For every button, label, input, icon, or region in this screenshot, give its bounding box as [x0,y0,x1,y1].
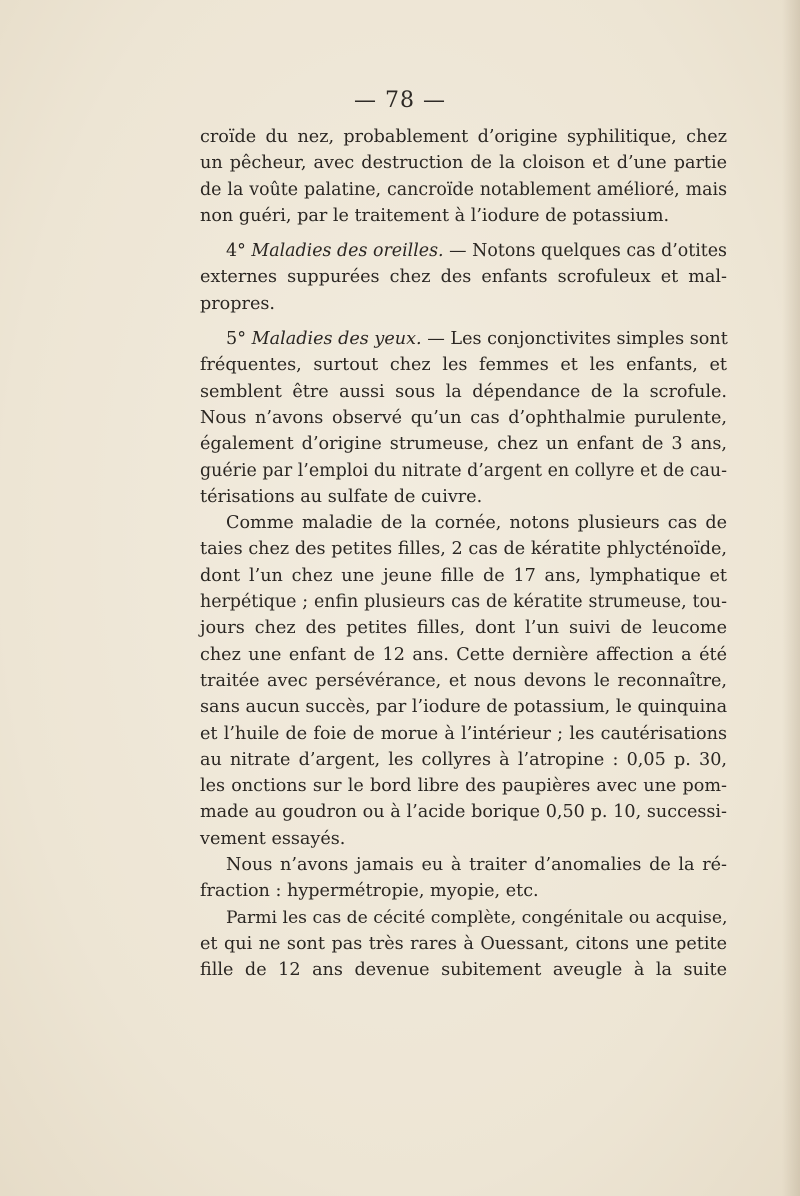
text-line [200,352,727,378]
line-text: Parmi les cas de cécité complète, congénitale ou acquise, [226,907,728,928]
text-line [200,905,727,931]
paragraph-gap [200,229,727,238]
line-text: également d’origine strumeuse, chez un enfant de 3 ans, [200,434,727,455]
section-number: 5° [226,329,252,350]
line-text: non guéri, par le traitement à l’iodure de potassium. [200,205,670,226]
section-heading: Maladies des yeux. [251,329,422,350]
line-text: un pêcheur, avec destruction de la cloison et d’une partie [200,153,727,174]
text-line [200,852,727,878]
text-line [200,405,727,431]
text-line [200,536,727,562]
line-text: et qui ne sont pas très rares à Ouessant, citons une petite [200,933,727,954]
text-line [200,510,727,536]
line-text: les onctions sur le bord libre des paupières avec une pom- [200,776,727,797]
text-line [200,238,727,264]
text-line [200,177,727,203]
section-heading: Maladies des oreilles. [251,241,444,262]
text-line [200,458,727,484]
text-line [200,291,727,317]
text-line [200,931,727,957]
text-line [200,826,727,852]
line-text: Nous n’avons observé qu’un cas d’ophthalmie purulente, [200,407,727,428]
text-line [200,203,727,229]
line-text: Comme maladie de la cornée, notons plusieurs cas de [226,513,727,534]
line-text: fille de 12 ans devenue subitement aveugle à la suite [200,960,727,981]
line-text: — Les conjonctivites simples sont [421,329,728,350]
text-line [200,694,727,720]
line-text: croïde du nez, probablement d’origine syphilitique, chez [200,127,727,147]
line-text: semblent être aussi sous la dépendance de la scrofule. [200,381,727,402]
text-line [200,589,727,615]
text-line [200,957,727,983]
text-line [200,563,727,589]
text-line [200,642,727,668]
section-number: 4° [226,241,252,262]
line-text: térisations au sulfate de cuivre. [200,486,483,507]
line-text: chez une enfant de 12 ans. Cette dernière affection a été [200,644,727,665]
line-text: made au goudron ou à l’acide borique 0,50 p. 10, successi- [200,802,727,823]
line-text: dont l’un chez une jeune fille de 17 ans, lymphatique et [200,565,727,586]
line-text: sans aucun succès, par l’iodure de potassium, le quinquina [200,697,728,718]
line-text: de la voûte palatine, cancroïde notablement amélioré, mais [200,179,727,200]
text-line [200,773,727,799]
line-text: — Notons quelques cas d’otites [443,241,727,262]
line-text: externes suppurées chez des enfants scrofuleux et mal- [200,267,727,288]
body-text [200,124,727,984]
text-line [200,615,727,641]
line-text: herpétique ; enfin plusieurs cas de kératite strumeuse, tou- [200,592,727,613]
line-text: et l’huile de foie de morue à l’intérieur ; les cautérisations [200,723,727,744]
line-text: vement essayés. [200,828,346,849]
paragraph-gap [200,317,727,326]
text-line [200,668,727,694]
text-line [200,799,727,825]
text-line [200,484,727,510]
text-line [200,721,727,747]
page-edge-shadow [782,0,800,1196]
line-text: Nous n’avons jamais eu à traiter d’anomalies de la ré- [226,855,727,876]
line-text: fréquentes, surtout chez les femmes et les enfants, et [200,355,727,376]
text-line [200,264,727,290]
page-number: — 78 — [354,88,446,113]
line-text: au nitrate d’argent, les collyres à l’atropine : 0,05 p. 30, [200,749,727,770]
line-text: jours chez des petites filles, dont l’un suivi de leucome [200,618,727,639]
text-line [200,326,727,352]
text-line [200,878,727,904]
line-text: taies chez des petites filles, 2 cas de kératite phlycténoïde, [200,539,727,560]
line-text: fraction : hypermétropie, myopie, etc. [200,881,539,902]
text-line [200,150,727,176]
line-text: propres. [200,293,275,314]
text-line [200,124,727,150]
text-line [200,747,727,773]
line-text: traitée avec persévérance, et nous devons le reconnaître, [200,670,727,691]
text-line [200,379,727,405]
text-line [200,431,727,457]
line-text: guérie par l’emploi du nitrate d’argent en collyre et de cau- [200,460,727,481]
